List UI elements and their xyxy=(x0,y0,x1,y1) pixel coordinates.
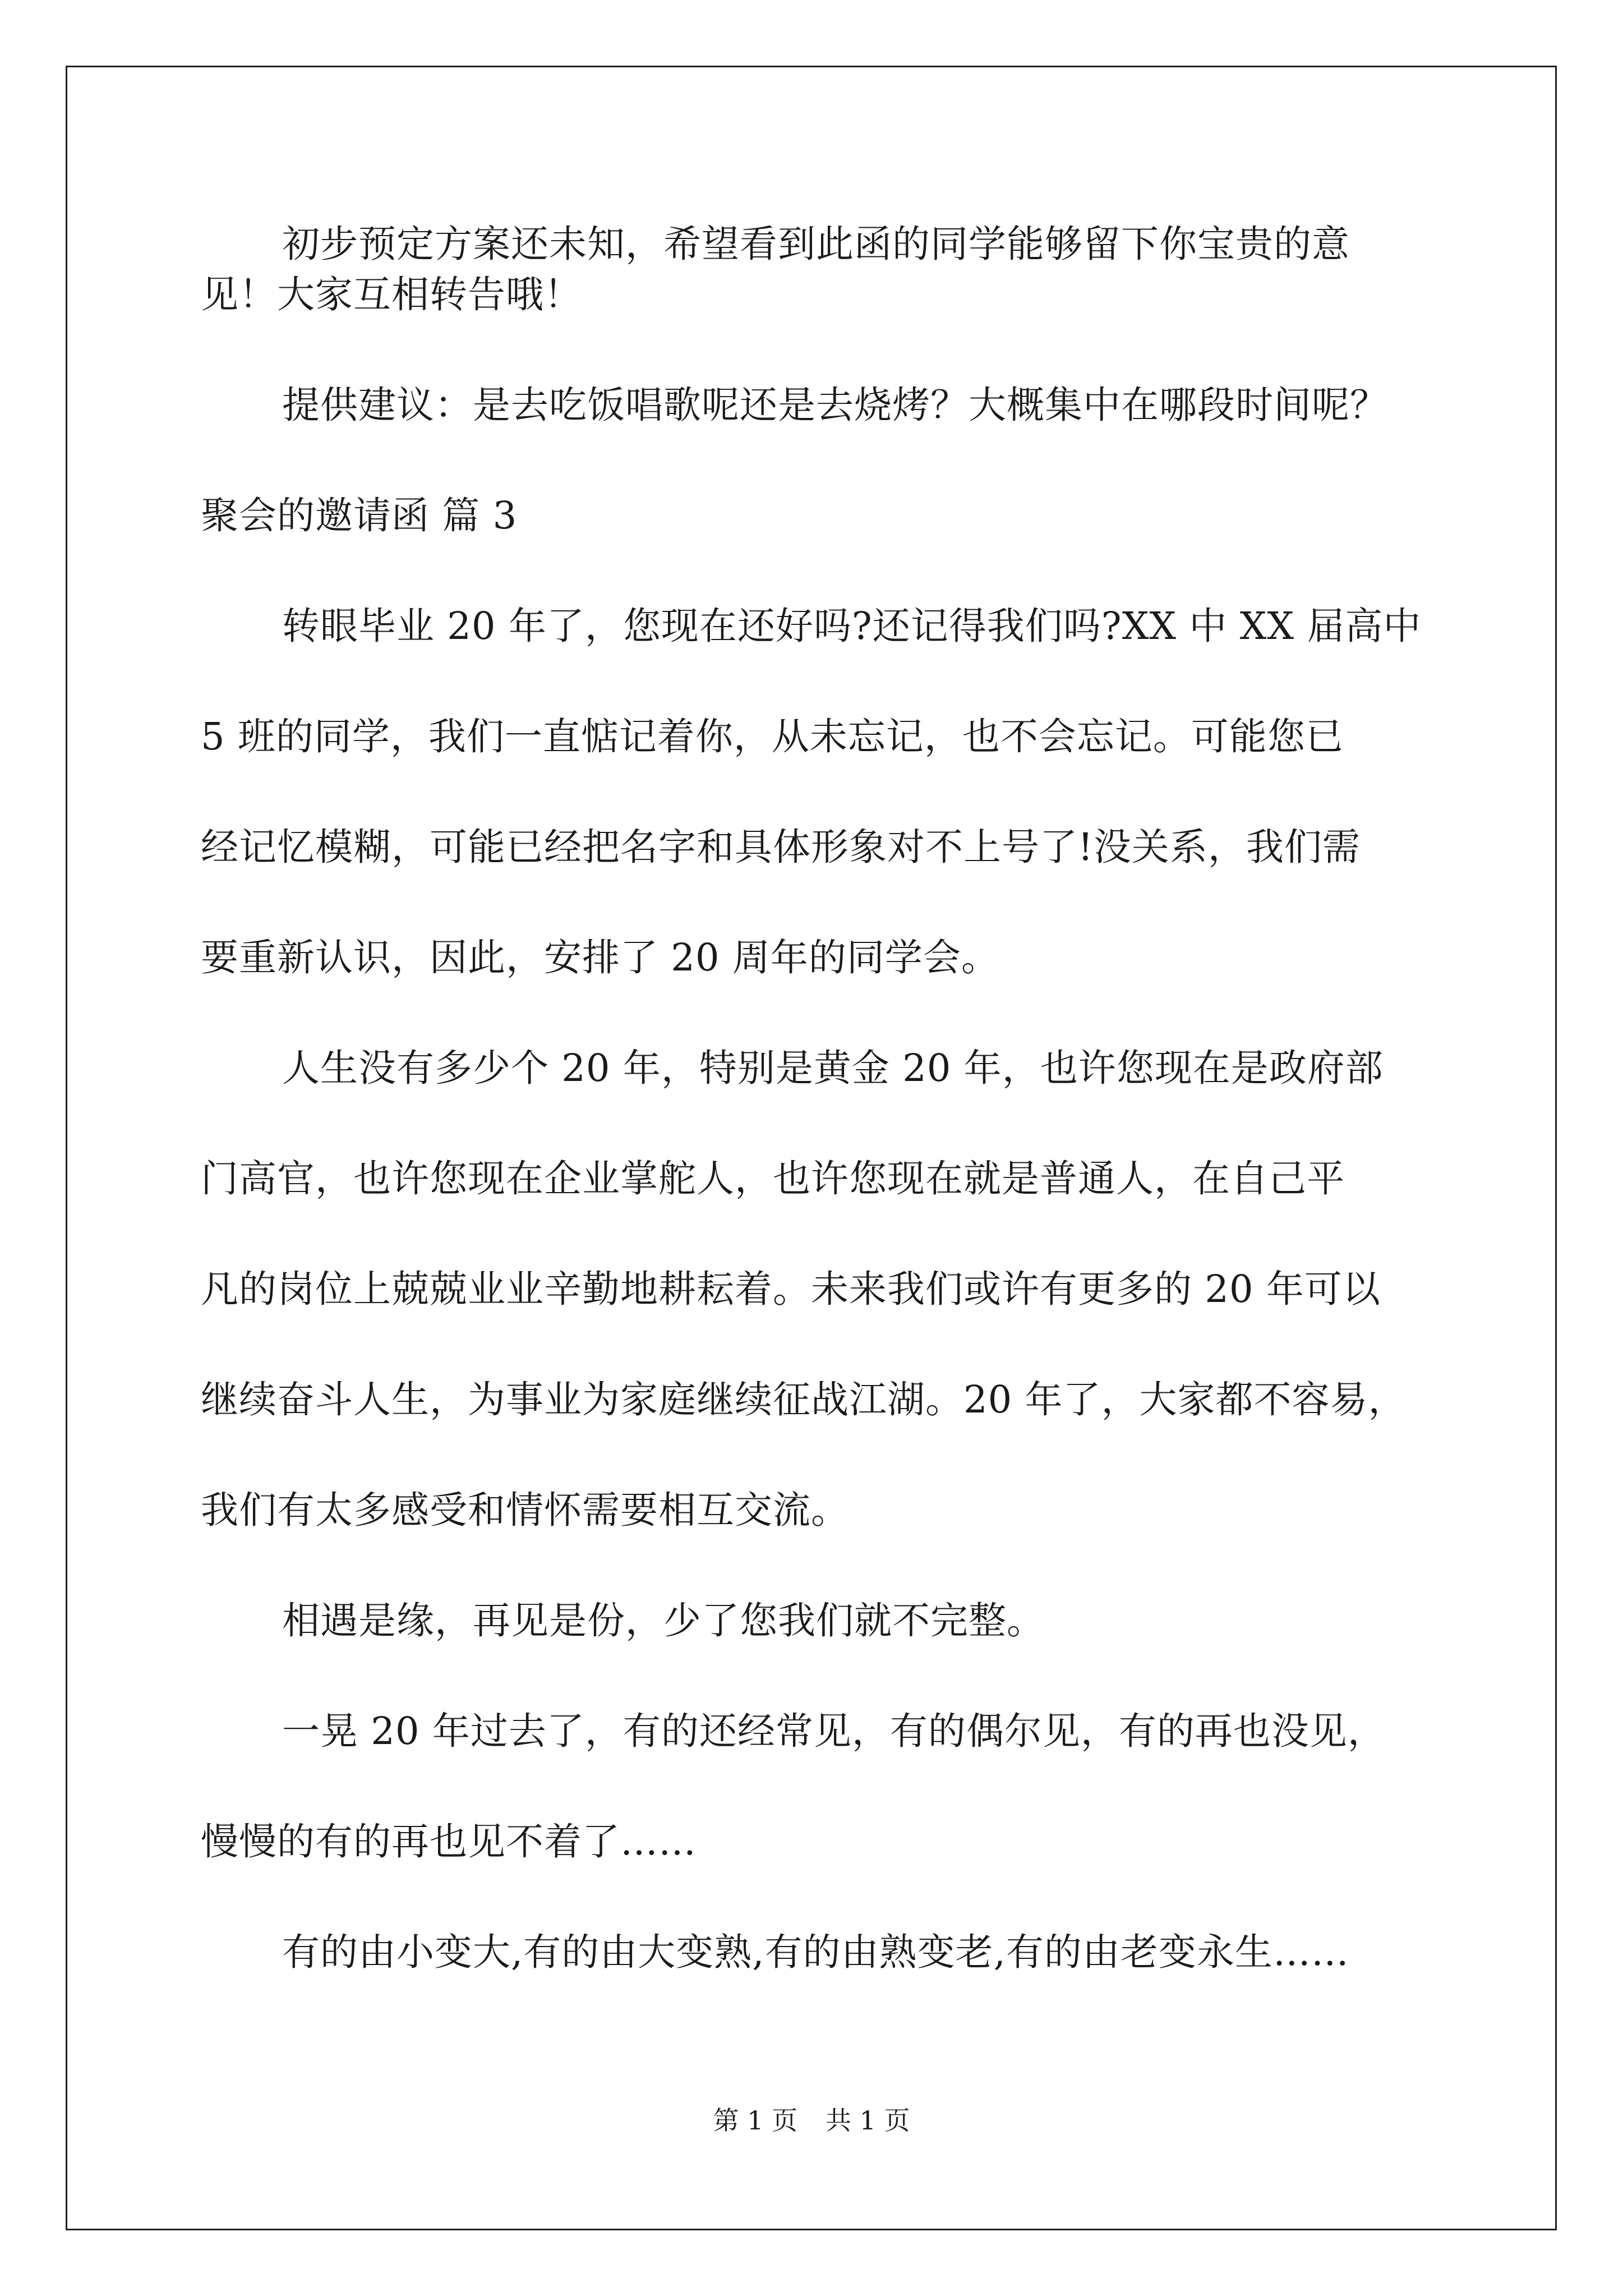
paragraph-line: 有的由小变大,有的由大变熟,有的由熟变老,有的由老变永生…… xyxy=(282,1930,1349,1974)
paragraph-line: 5 班的同学，我们一直惦记着你，从未忘记，也不会忘记。可能您已 xyxy=(201,715,1344,758)
paragraph-line: 要重新认识，因此，安排了 20 周年的同学会。 xyxy=(201,936,999,979)
document-body xyxy=(201,219,1446,1977)
paragraph-line: 见！大家互相转告哦！ xyxy=(201,273,582,316)
paragraph-line: 人生没有多少个 20 年，特别是黄金 20 年，也许您现在是政府部 xyxy=(282,1046,1384,1090)
paragraph-line: 经记忆模糊，可能已经把名字和具体形象对不上号了!没关系，我们需 xyxy=(201,825,1361,869)
paragraph-line: 相遇是缘，再见是份，少了您我们就不完整。 xyxy=(282,1599,1045,1642)
paragraph-line: 初步预定方案还未知，希望看到此函的同学能够留下你宝贵的意 xyxy=(282,222,1350,266)
paragraph-line: 门高官，也许您现在企业掌舵人，也许您现在就是普通人，在自己平 xyxy=(201,1157,1345,1200)
paragraph-line: 一晃 20 年过去了，有的还经常见，有的偶尔见，有的再也没见， xyxy=(282,1709,1386,1753)
page-total: 共 1 页 xyxy=(826,2105,910,2136)
section-heading: 聚会的邀请函 篇 3 xyxy=(201,494,518,537)
paragraph-line: 我们有太多感受和情怀需要相互交流。 xyxy=(201,1488,849,1532)
paragraph-line: 转眼毕业 20 年了，您现在还好吗?还记得我们吗?XX 中 XX 届高中 xyxy=(282,604,1422,648)
paragraph-line: 提供建议：是去吃饭唱歌呢还是去烧烤？大概集中在哪段时间呢？ xyxy=(282,383,1388,427)
page-number: 第 1 页 xyxy=(713,2105,797,2136)
paragraph-line: 继续奋斗人生，为事业为家庭继续征战江湖。20 年了，大家都不容易， xyxy=(201,1378,1407,1421)
page-footer xyxy=(0,2104,1623,2137)
paragraph-line: 慢慢的有的再也见不着了…… xyxy=(201,1820,697,1864)
paragraph-line: 凡的岗位上兢兢业业辛勤地耕耘着。未来我们或许有更多的 20 年可以 xyxy=(201,1267,1381,1311)
